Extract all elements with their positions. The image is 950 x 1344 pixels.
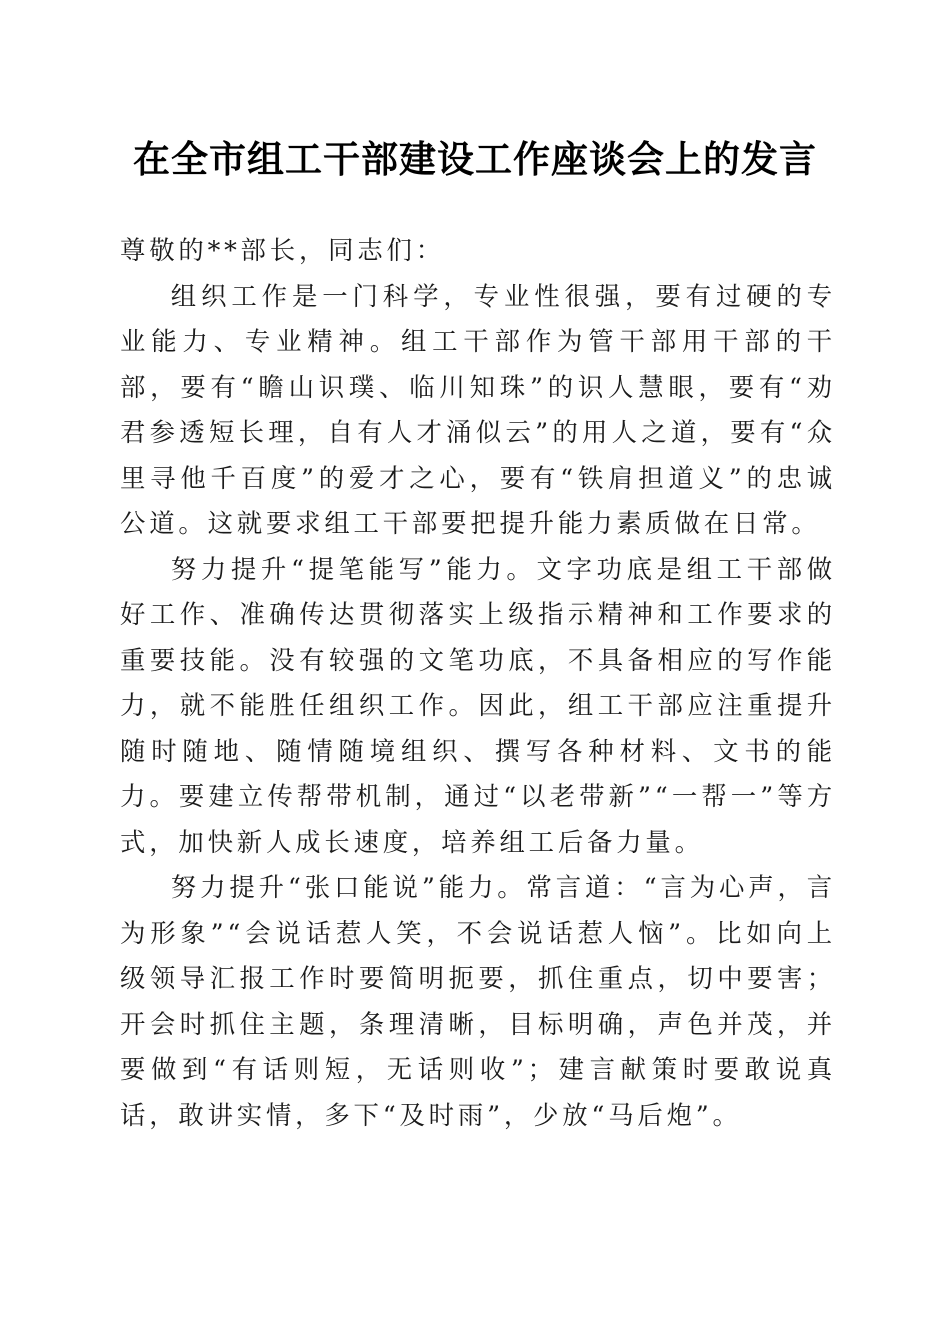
document-title: 在全市组工干部建设工作座谈会上的发言 xyxy=(133,137,817,181)
paragraph-speaking-ability: 努力提升“张口能说”能力。常言道：“言为心声，言为形象”“会说话惹人笑，不会说话惹人恼”。比如向上级领导汇报工作时要简明扼要，抓住重点，切中要害；开会时抓住主题，条理清晰，目标明确，声色并茂，并要做到“有话则短，无话则收”；建言献策时要敢说真话，敢讲实情，多下“及时雨”，少放“马后炮”。 xyxy=(120,872,836,1130)
salutation: 尊敬的**部长，同志们： xyxy=(120,235,445,265)
document-body xyxy=(120,228,836,1138)
paragraph-writing-ability: 努力提升“提笔能写”能力。文字功底是组工干部做好工作、准确传达贯彻落实上级指示精神和工作要求的重要技能。没有较强的文笔功底，不具备相应的写作能力，就不能胜任组织工作。因此，组工干部应注重提升随时随地、随情随境组织、撰写各种材料、文书的能力。要建立传帮带机制，通过“以老带新”“一帮一”等方式，加快新人成长速度，培养组工后备力量。 xyxy=(120,553,836,857)
paragraph-intro: 组织工作是一门科学，专业性很强，要有过硬的专业能力、专业精神。组工干部作为管干部用干部的干部，要有“瞻山识璞、临川知珠”的识人慧眼，要有“劝君参透短长理，自有人才涌似云”的用人之道，要有“众里寻他千百度”的爱才之心，要有“铁肩担道义”的忠诚公道。这就要求组工干部要把提升能力素质做在日常。 xyxy=(120,280,836,538)
